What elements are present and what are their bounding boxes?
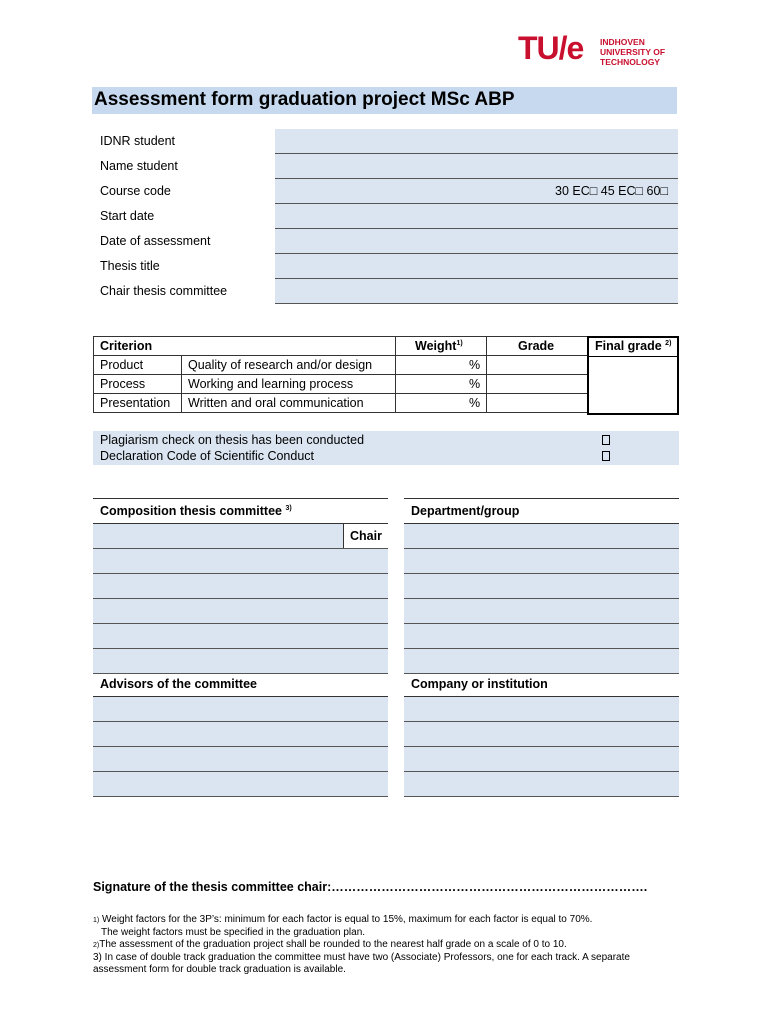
declaration-checkbox[interactable] <box>602 451 610 461</box>
final-sup: 2) <box>665 339 672 347</box>
advisor-row[interactable] <box>93 772 388 797</box>
company-row[interactable] <box>404 747 679 772</box>
field-row-start <box>92 204 679 229</box>
criterion-desc: Working and learning process <box>188 377 354 391</box>
footnote-mark: 1) <box>93 917 100 924</box>
advisors-heading: Advisors of the committee <box>100 677 257 691</box>
field-row-assessment-date <box>92 229 679 254</box>
committee-heading <box>100 504 292 518</box>
committee-member-row[interactable] <box>93 599 388 624</box>
footnote-mark: 2) <box>93 942 100 949</box>
footnotes <box>93 914 693 976</box>
committee-member-row[interactable] <box>93 549 388 574</box>
grade-header: Grade <box>518 339 555 353</box>
advisor-row[interactable] <box>93 722 388 747</box>
signature-line[interactable]: Signature of the thesis committee chair:…………………………………………………………………. <box>93 880 648 894</box>
weight-header-text: Weight <box>415 339 457 353</box>
field-label: Thesis title <box>100 259 160 273</box>
advisors-table <box>93 672 388 797</box>
field-row-name <box>92 154 679 179</box>
criterion-product: Product <box>100 358 144 372</box>
plagiarism-check-label: Plagiarism check on thesis has been conducted <box>100 433 365 447</box>
company-heading: Company or institution <box>411 677 548 691</box>
criterion-desc: Written and oral communication <box>188 396 364 410</box>
committee-member-row[interactable] <box>93 624 388 649</box>
advisor-row[interactable] <box>93 747 388 772</box>
field-label: Course code <box>100 184 171 198</box>
department-row[interactable] <box>404 574 679 599</box>
committee-heading-text: Composition thesis committee <box>100 504 282 518</box>
department-heading: Department/group <box>411 504 520 518</box>
company-table <box>404 672 679 797</box>
department-row[interactable] <box>404 549 679 574</box>
committee-member-row[interactable] <box>93 574 388 599</box>
final-grade-text: Final grade <box>595 339 662 353</box>
course-code-options[interactable]: 30 EC□ 45 EC□ 60□ <box>555 184 668 198</box>
field-row-thesis <box>92 254 679 279</box>
course-code-input[interactable] <box>275 179 678 204</box>
committee-member-row[interactable] <box>93 649 388 674</box>
committee-table <box>93 498 388 674</box>
advisor-row[interactable] <box>93 696 388 722</box>
thesis-title-input[interactable] <box>275 254 678 279</box>
checks-section <box>93 431 679 465</box>
field-label: IDNR student <box>100 134 176 148</box>
grade-table-header <box>93 336 587 356</box>
department-row[interactable] <box>404 624 679 649</box>
criterion-presentation: Presentation <box>100 396 171 410</box>
field-row-course <box>92 179 679 204</box>
department-header <box>404 499 679 523</box>
department-row[interactable] <box>404 649 679 674</box>
department-table <box>404 498 679 674</box>
name-input[interactable] <box>275 154 678 179</box>
footnote-1-line2: The weight factors must be specified in the graduation plan. <box>101 927 366 938</box>
divider <box>181 356 182 413</box>
criterion-header: Criterion <box>100 339 153 353</box>
footnote-3-line1: 3) In case of double track graduation the committee must have two (Associate) Professors, one for each track. A separate <box>93 952 630 963</box>
field-label: Name student <box>100 159 178 173</box>
company-header <box>404 672 679 696</box>
footnote-1-line1: Weight factors for the 3P’s: minimum for each factor is equal to 15%, maximum for each factor is equal to 70%. <box>102 914 593 925</box>
chair-input[interactable] <box>275 279 678 304</box>
company-row[interactable] <box>404 772 679 797</box>
field-label: Start date <box>100 209 155 223</box>
committee-sup: 3) <box>285 504 292 512</box>
field-label: Chair thesis committee <box>100 284 228 298</box>
weight-unit[interactable]: % <box>469 396 481 410</box>
field-label: Date of assessment <box>100 234 211 248</box>
footnote-3-line2: assessment form for double track graduation is available. <box>93 964 346 975</box>
logo-line: TECHNOLOGY <box>600 57 660 67</box>
footnote-2-text: The assessment of the graduation project shall be rounded to the nearest half grade on a scale of 0 to 10. <box>99 939 567 950</box>
footnote-2 <box>93 939 693 952</box>
divider <box>587 356 679 357</box>
department-row[interactable] <box>404 599 679 624</box>
committee-header <box>93 499 388 523</box>
declaration-label: Declaration Code of Scientific Conduct <box>100 449 315 463</box>
advisors-header <box>93 672 388 696</box>
committee-chair-row[interactable] <box>93 523 388 549</box>
weight-header <box>415 339 463 353</box>
assessment-date-input[interactable] <box>275 229 678 254</box>
page-title: Assessment form graduation project MSc ABP <box>94 89 515 110</box>
department-row[interactable] <box>404 523 679 549</box>
field-row-idnr <box>92 129 679 154</box>
logo-line: INDHOVEN <box>600 37 645 47</box>
chair-label: Chair <box>350 529 382 543</box>
company-row[interactable] <box>404 696 679 722</box>
weight-unit[interactable]: % <box>469 358 481 372</box>
weight-sup: 1) <box>456 339 463 347</box>
field-row-chair <box>92 279 679 304</box>
criterion-desc: Quality of research and/or design <box>188 358 373 372</box>
tue-logo-mark: TU/e <box>518 30 584 66</box>
logo-line: UNIVERSITY OF <box>600 47 666 57</box>
criterion-process: Process <box>100 377 146 391</box>
start-date-input[interactable] <box>275 204 678 229</box>
idnr-input[interactable] <box>275 129 678 154</box>
plagiarism-checkbox[interactable] <box>602 435 610 445</box>
company-row[interactable] <box>404 722 679 747</box>
student-info-section <box>92 129 679 304</box>
footnote-1 <box>93 914 693 927</box>
tue-logo-text <box>600 37 665 67</box>
grade-table <box>93 336 679 416</box>
final-grade-header <box>595 339 671 353</box>
weight-unit[interactable]: % <box>469 377 481 391</box>
